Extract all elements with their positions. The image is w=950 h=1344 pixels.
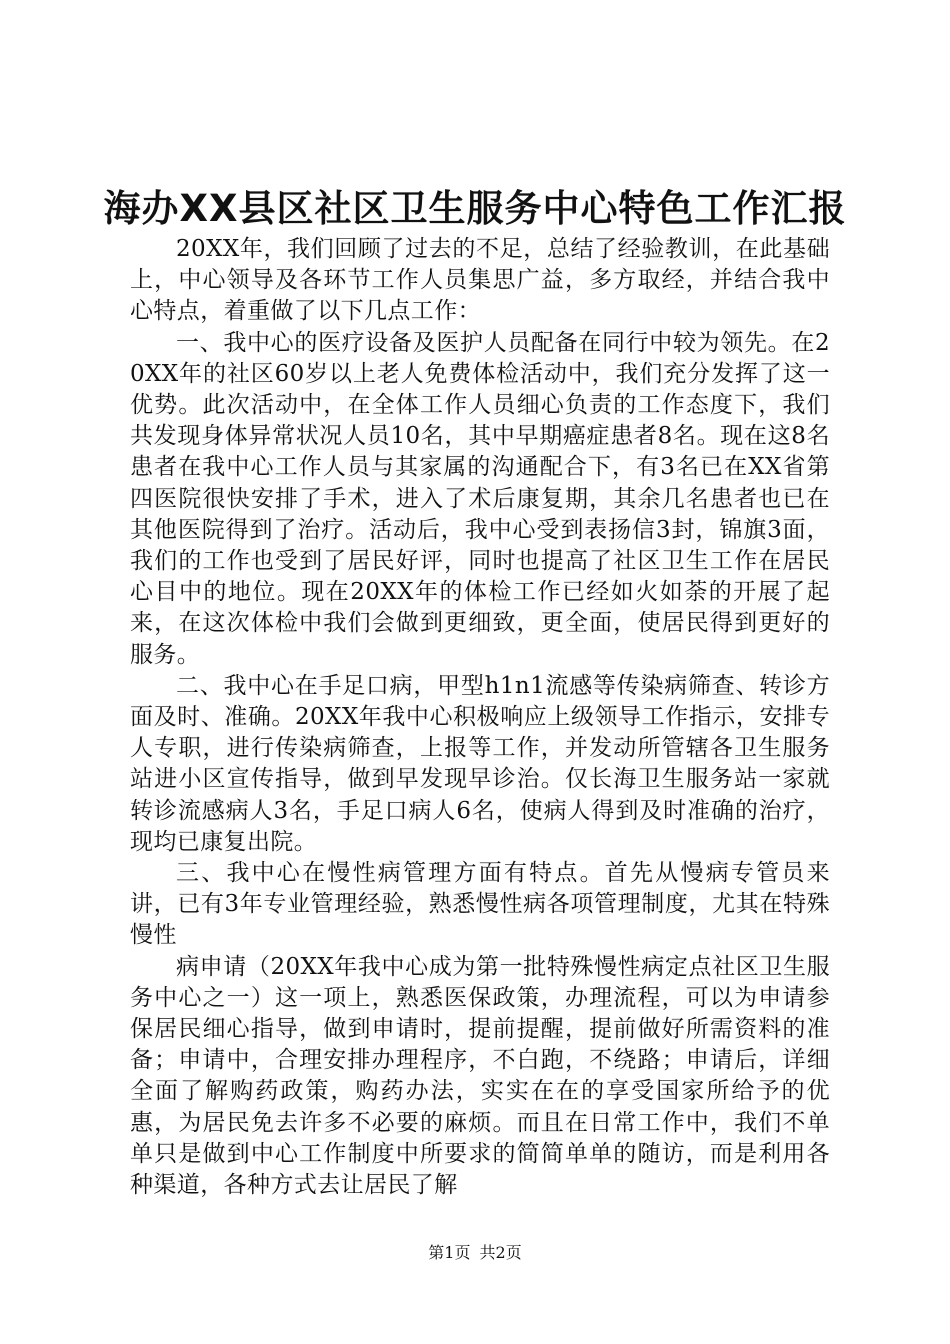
page-footer xyxy=(0,1242,950,1264)
page-total: 共2页 xyxy=(479,1243,522,1262)
paragraph-section-3: 三、我中心在慢性病管理方面有特点。首先从慢病专管员来讲，已有3年专业管理经验，熟悉慢性病各项管理制度，尤其在特殊慢性 xyxy=(130,860,830,949)
paragraph-section-2: 二、我中心在手足口病，甲型h1n1流感等传染病筛查、转诊方面及时、准确。20XX年我中心积极响应上级领导工作指示，安排专人专职，进行传染病筛查，上报等工作，并发动所管辖各卫生服务站进小区宣传指导，做到早发现早诊治。仅长海卫生服务站一家就转诊流感病人3名，手足口病人6名，使病人得到及时准确的治疗，现均已康复出院。 xyxy=(130,672,830,855)
document-title: 海办XX县区社区卫生服务中心特色工作汇报 xyxy=(103,187,847,230)
page-number: 第1页 xyxy=(428,1243,471,1262)
paragraph-section-3-continued: 病申请（20XX年我中心成为第一批特殊慢性病定点社区卫生服务中心之一）这一项上，熟悉医保政策，办理流程，可以为申请参保居民细心指导，做到申请时，提前提醒，提前做好所需资料的准备；申请中，合理安排办理程序，不白跑，不绕路；申请后，详细全面了解购药政策，购药办法，实实在在的享受国家所给予的优惠，为居民免去许多不必要的麻烦。而且在日常工作中，我们不单单只是做到中心工作制度中所要求的简简单单的随访，而是利用各种渠道，各种方式去让居民了解 xyxy=(130,953,830,1199)
paragraph-section-1: 一、我中心的医疗设备及医护人员配备在同行中较为领先。在20XX年的社区60岁以上老人免费体检活动中，我们充分发挥了这一优势。此次活动中，在全体工作人员细心负责的工作态度下，我们共发现身体异常状况人员10名，其中早期癌症患者8名。现在这8名患者在我中心工作人员与其家属的沟通配合下，有3名已在XX省第四医院很快安排了手术，进入了术后康复期，其余几名患者也已在其他医院得到了治疗。活动后，我中心受到表扬信3封，锦旗3面，我们的工作也受到了居民好评，同时也提高了社区卫生工作在居民心目中的地位。现在20XX年的体检工作已经如火如荼的开展了起来，在这次体检中我们会做到更细致，更全面，使居民得到更好的服务。 xyxy=(130,329,830,668)
document-body xyxy=(130,234,830,1201)
paragraph-intro: 20XX年，我们回顾了过去的不足，总结了经验教训，在此基础上，中心领导及各环节工作人员集思广益，多方取经，并结合我中心特点，着重做了以下几点工作： xyxy=(130,236,830,325)
